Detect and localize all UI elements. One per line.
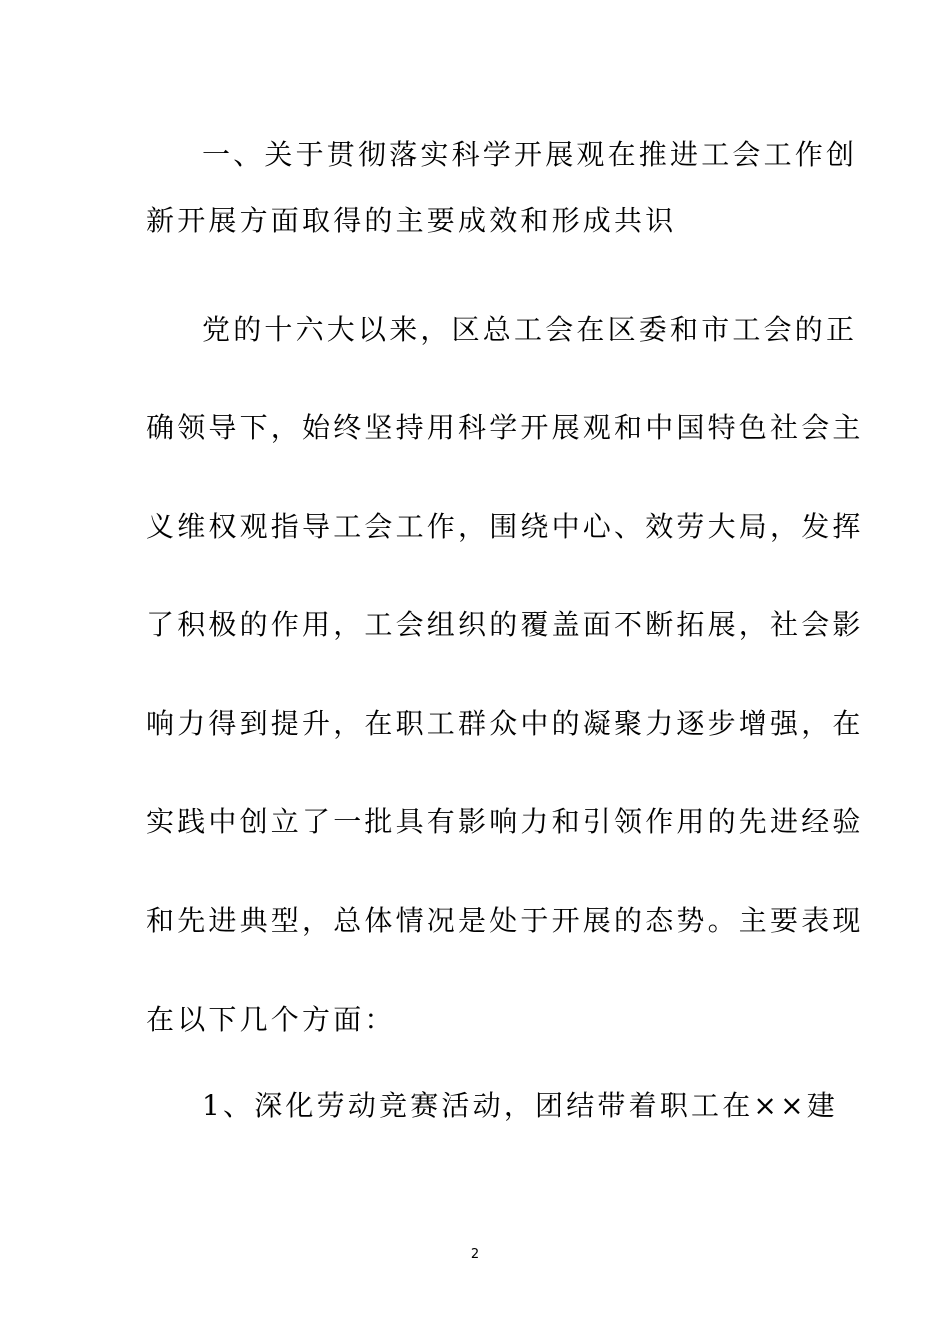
paragraph-line-3: 义维权观指导工会工作，围绕中心、效劳大局，发挥 (146, 510, 864, 543)
paragraph-line-8: 在以下几个方面： (146, 1003, 396, 1036)
heading-line-2: 新开展方面取得的主要成效和形成共识 (146, 204, 677, 237)
paragraph-line-1: 党的十六大以来，区总工会在区委和市工会的正 (202, 313, 858, 346)
paragraph-line-7: 和先进典型，总体情况是处于开展的态势。主要表现 (146, 904, 864, 937)
paragraph-line-4: 了积极的作用，工会组织的覆盖面不断拓展，社会影 (146, 608, 864, 641)
paragraph-line-2: 确领导下，始终坚持用科学开展观和中国特色社会主 (146, 411, 864, 444)
paragraph-line-5: 响力得到提升，在职工群众中的凝聚力逐步增强，在 (146, 707, 864, 740)
paragraph-line-6: 实践中创立了一批具有影响力和引领作用的先进经验 (146, 805, 864, 838)
list-item-1: 1、深化劳动竞赛活动，团结带着职工在××建 (202, 1089, 838, 1122)
page-number: 2 (470, 1247, 480, 1262)
heading-line-1: 一、关于贯彻落实科学开展观在推进工会工作创 (202, 138, 858, 171)
